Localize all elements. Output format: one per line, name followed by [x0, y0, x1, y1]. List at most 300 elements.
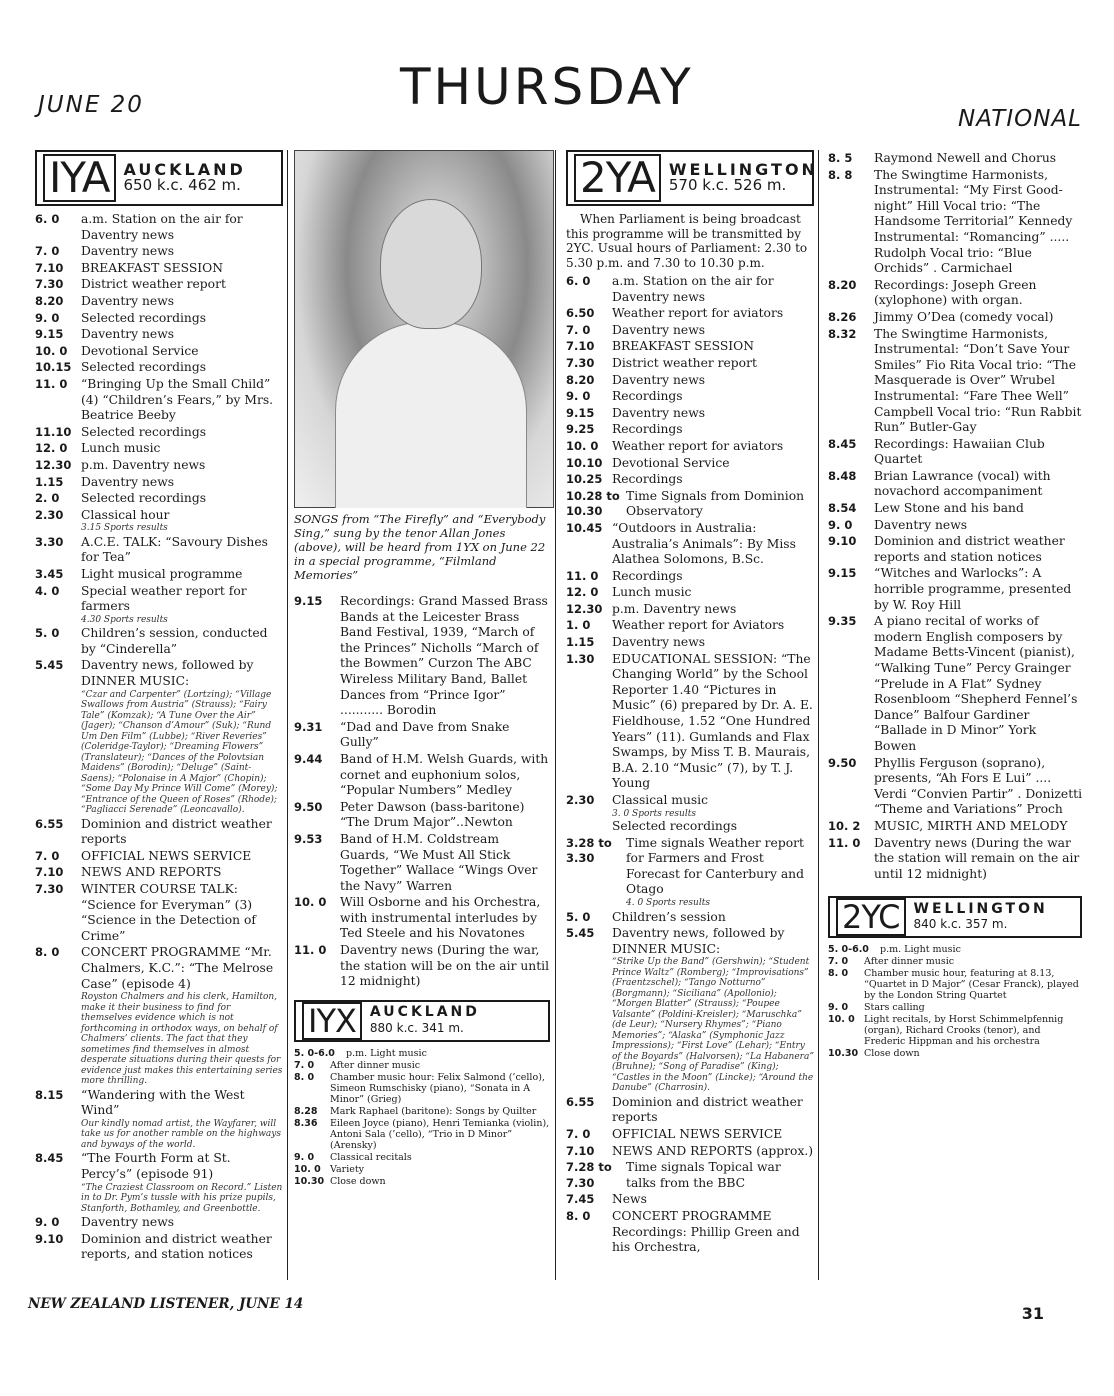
schedule-entry [566, 456, 814, 472]
schedule-entry [566, 926, 814, 1094]
station-frequency: 650 k.c. 462 m. [123, 176, 241, 194]
entry-text [874, 836, 1082, 883]
schedule-entry [566, 1209, 814, 1256]
schedule-entry [294, 895, 550, 942]
entry-time: 3.30 [35, 534, 64, 549]
page-date: JUNE 20 [38, 92, 144, 118]
entry-text [81, 658, 283, 815]
entry-text [612, 373, 814, 389]
schedule-entry [828, 1002, 1082, 1013]
schedule-entry [828, 614, 1082, 754]
station-header-1ya [35, 150, 283, 206]
entry-time: 8. 5 [828, 151, 853, 165]
entry-text [864, 1014, 1082, 1047]
publication-footer: NEW ZEALAND LISTENER, JUNE 14 [28, 1296, 304, 1312]
entry-text [874, 819, 1082, 835]
allan-jones-photo [294, 150, 554, 508]
schedule-entry [828, 310, 1082, 326]
schedule-entry [566, 1160, 814, 1191]
entry-title: Selected recordings [81, 310, 207, 325]
schedule-entry [828, 327, 1082, 436]
schedule-entry [35, 882, 283, 944]
schedule-entry [35, 261, 283, 277]
schedule-entry [566, 1127, 814, 1143]
entry-time: 9.10 [35, 1231, 64, 1246]
entry-title: The Swingtime Harmonists, Instrumental: “Don’t Save Your Smiles” Fio Rita Vocal trio: “The Masquerade is Over” Wrubel Instrumental: “Fare Thee Well” Campbell Vocal trio: “Run Rabbit Run” Butler-Gay [874, 326, 1082, 435]
entry-title: Dominion and district weather reports, and station notices [81, 1231, 272, 1262]
entry-title: WINTER COURSE TALK: “Science for Everyman” (3) “Science in the Detection of Crime” [81, 882, 256, 943]
entry-text [330, 1106, 550, 1117]
schedule-entry [828, 534, 1082, 565]
entry-title: Daventry news [612, 322, 706, 337]
entry-title: Close down [864, 1048, 920, 1060]
entry-title: Selected recordings [81, 424, 207, 439]
entry-title: CONCERT PROGRAMME “Mr. Chalmers, K.C.”: “The Melrose Case” (episode 4) [81, 945, 274, 991]
schedule-entry [35, 425, 283, 441]
entry-time: 7.10 [35, 865, 64, 880]
entry-title: Devotional Service [81, 343, 199, 358]
entry-text [330, 1176, 550, 1187]
entry-time: 9. 0 [828, 1002, 849, 1014]
schedule-entry [566, 339, 814, 355]
entry-text [612, 422, 814, 438]
entry-title: Weather report for Aviators [612, 618, 785, 633]
entry-title: Jimmy O’Dea (comedy vocal) [874, 309, 1054, 324]
entry-time: 12.30 [566, 601, 603, 616]
entry-title: Daventry news, followed by DINNER MUSIC: [81, 658, 254, 689]
entry-title: Light musical programme [81, 566, 243, 581]
schedule-entry [566, 521, 814, 568]
middle-column [294, 150, 550, 1188]
schedule-entry [35, 344, 283, 360]
entry-title: Daventry news [81, 244, 175, 259]
entry-title: Classical hour [81, 507, 170, 522]
entry-time: 7.30 [35, 277, 64, 292]
entry-text [612, 910, 814, 926]
entry-text [612, 602, 814, 618]
station-frequency: 570 k.c. 526 m. [668, 176, 787, 194]
station-frequency: 880 k.c. 341 m. [369, 1020, 464, 1035]
entry-time: 10.28 to 10.30 [566, 488, 620, 519]
entry-time: 8.32 [828, 326, 857, 341]
entry-note: Royston Chalmers and his clerk, Hamilton, make it their business to find for themselves evidence which is not forthcoming in orthodox ways, on behalf of Chalmers’ clients. The fact that they sometimes find themselves in almost desperate situations during their quests for evidence just makes this entertaining series more thrilling. [81, 992, 283, 1087]
schedule-entry [828, 566, 1082, 613]
entry-text [612, 274, 814, 305]
entry-title: OFFICIAL NEWS SERVICE [81, 848, 252, 863]
callsign: 2YC [836, 898, 906, 936]
entry-text [612, 456, 814, 472]
entry-text [874, 518, 1082, 534]
schedule-entry [566, 373, 814, 389]
entry-title: Lunch music [81, 441, 161, 456]
schedule-entry [828, 469, 1082, 500]
schedule-entry [35, 458, 283, 474]
entry-text [330, 1072, 550, 1105]
entry-title: Will Osborne and his Orchestra, with instrumental interludes by Ted Steele and his Novatones [340, 895, 541, 941]
schedule-entry [828, 518, 1082, 534]
entry-time: 9. 0 [294, 1151, 315, 1163]
entry-text [81, 817, 283, 848]
entry-text [81, 294, 283, 310]
entry-text [81, 1151, 283, 1214]
entry-title: Dominion and district weather reports [81, 816, 272, 847]
entry-time: 10. 0 [294, 1163, 321, 1175]
station-header-1yx [294, 1000, 550, 1042]
entry-title: “Bringing Up the Small Child” (4) “Children’s Fears,” by Mrs. Beatrice Beeby [81, 376, 274, 423]
entry-time: 5. 0 [566, 909, 591, 924]
schedule-entry [828, 1048, 1082, 1059]
entry-title: Special weather report for farmers [81, 583, 247, 614]
schedule-entry [35, 945, 283, 1086]
entry-time: 5.45 [566, 926, 595, 941]
schedule-entry [35, 1088, 283, 1151]
entry-text [81, 475, 283, 491]
entry-title: Brian Lawrance (vocal) with novachord accompaniment [874, 468, 1051, 499]
station-header-2yc [828, 896, 1082, 938]
schedule-list-small [294, 1048, 550, 1187]
entry-text [874, 534, 1082, 565]
entry-title: Time Signals from Dominion Observatory [626, 488, 805, 519]
entry-title: District weather report [81, 277, 226, 292]
entry-time: 6.55 [566, 1094, 595, 1109]
entry-text [81, 377, 283, 424]
entry-text [346, 1048, 550, 1059]
station-city: WELLINGTON [668, 160, 818, 180]
entry-title: “Outdoors in Australia: Australia’s Animals”: By Miss Alathea Solomons, B.Sc. [612, 520, 796, 567]
entry-title: NEWS AND REPORTS [81, 865, 222, 880]
entry-text [612, 793, 814, 835]
entry-time: 8. 8 [828, 167, 853, 182]
entry-time: 8.36 [294, 1117, 318, 1129]
entry-text [612, 356, 814, 372]
entry-time: 8.28 [294, 1105, 318, 1117]
entry-text [874, 756, 1082, 818]
schedule-list [828, 151, 1082, 882]
schedule-entry [566, 1192, 814, 1208]
schedule-entry [828, 1014, 1082, 1047]
entry-title: Raymond Newell and Chorus [874, 151, 1057, 165]
entry-time: 9.35 [828, 614, 857, 629]
entry-text [340, 720, 550, 751]
entry-text [612, 521, 814, 568]
entry-title: CONCERT PROGRAMME Recordings: Phillip Green and his Orchestra, [612, 1209, 800, 1255]
entry-time: 10.10 [566, 455, 603, 470]
entry-text [612, 585, 814, 601]
entry-text [81, 584, 283, 626]
entry-title: Recordings [612, 422, 683, 437]
schedule-entry [566, 602, 814, 618]
station-frequency: 840 k.c. 357 m. [913, 917, 1008, 932]
entry-time: 11.10 [35, 424, 72, 439]
schedule-entry [35, 1151, 283, 1214]
entry-title: The Swingtime Harmonists, Instrumental: “My First Good-night” Hill Vocal trio: “The Handsome Territorial” Kennedy Instrumental: “Romancing” ..... Rudolph Vocal trio: “Blue Orchids” . Carmichael [874, 167, 1073, 276]
entry-title: BREAKFAST SESSION [81, 260, 223, 275]
entry-title: Children’s session [612, 909, 726, 924]
schedule-list [294, 594, 550, 990]
entry-title: After dinner music [864, 956, 955, 968]
page-day: THURSDAY [400, 58, 694, 116]
entry-time: 8. 0 [828, 968, 849, 980]
schedule-entry [35, 294, 283, 310]
entry-text [340, 752, 550, 799]
schedule-entry [566, 652, 814, 792]
entry-time: 8.20 [566, 372, 595, 387]
entry-text [340, 800, 550, 831]
entry-text [612, 1127, 814, 1143]
entry-time: 7.28 to 7.30 [566, 1160, 612, 1190]
schedule-entry [35, 244, 283, 260]
entry-text [81, 626, 283, 657]
schedule-entry [294, 1048, 550, 1059]
entry-time: 9. 0 [566, 389, 591, 404]
entry-time: 10.30 [294, 1175, 325, 1187]
schedule-entry [294, 720, 550, 751]
entry-title: After dinner music [330, 1059, 421, 1071]
schedule-entry [35, 1232, 283, 1263]
entry-time: 9.15 [828, 566, 857, 581]
schedule-entry [566, 618, 814, 634]
entry-text [81, 458, 283, 474]
entry-title: Classical recitals [330, 1151, 412, 1163]
entry-text [81, 491, 283, 507]
photo-figure-body [335, 321, 527, 508]
entry-title: Daventry news (During the war the station will remain on the air until 12 midnight) [874, 835, 1080, 881]
entry-note: “Czar and Carpenter” (Lortzing); “Village Swallows from Austria” (Strauss); “Fairy Tale” (Komzak); “A Tune Over the Air” (Jager); “Chanson d’Amour” (Suk); “Rund Um Den Film” (Lubbe); “River Reveries” (Coleridge-Taylor); “Dreaming Flowers” (Translateur); “Dances of the Polovtsian Maidens” (Borodin); “Deluge” (Saint-Saens); “Polonaise in A Major” (Chopin); “Some Day My Prince Will Come” (Morey); “Entrance of the Queen of Roses” (Rhode); “Pagliacci Serenade” (Leoncavallo). [81, 689, 278, 816]
entry-time: 9. 0 [828, 517, 853, 532]
entry-title: Close down [330, 1175, 386, 1187]
entry-title: “The Fourth Form at St. Percy’s” (episode 91) [81, 1151, 231, 1181]
schedule-entry [35, 212, 283, 243]
entry-title: Daventry news [612, 372, 706, 387]
entry-title: Daventry news [874, 517, 968, 532]
entry-time: 9.53 [294, 831, 323, 846]
entry-title: Daventry news [81, 327, 175, 342]
entry-time: 5.45 [35, 658, 64, 673]
entry-title: Mark Raphael (baritone): Songs by Quilter [330, 1105, 537, 1117]
schedule-entry [294, 1118, 550, 1151]
entry-text [874, 501, 1082, 517]
schedule-entry [294, 1060, 550, 1071]
entry-time: 7.45 [566, 1192, 595, 1207]
entry-text [874, 310, 1082, 326]
entry-time: 7. 0 [35, 848, 60, 863]
entry-time: 7. 0 [566, 322, 591, 337]
station-1ya [35, 150, 283, 1264]
schedule-entry [566, 793, 814, 835]
network-label: NATIONAL [958, 106, 1082, 132]
schedule-entry [566, 569, 814, 585]
entry-time: 2. 0 [35, 491, 60, 506]
entry-text [330, 1152, 550, 1163]
entry-time: 1. 0 [566, 618, 591, 633]
entry-text [612, 472, 814, 488]
entry-time: 9.15 [566, 405, 595, 420]
entry-note: 3.15 Sports results [81, 523, 168, 534]
entry-time: 8. 0 [35, 945, 60, 960]
entry-time: 8.45 [35, 1151, 64, 1166]
entry-title: a.m. Station on the air for Daventry news [612, 274, 774, 304]
schedule-entry [566, 1144, 814, 1160]
schedule-entry [566, 910, 814, 926]
entry-title: Lew Stone and his band [874, 501, 1024, 516]
column-rule [818, 150, 819, 1280]
entry-title: Recordings: Grand Massed Brass Bands at the Leicester Brass Band Festival, 1939, “March of the Princes” Nicholls “March of the Bowmen” Curzon The ABC Wireless Military Band, Ballet Dances from “Prince Igor” ........... Borodin [340, 594, 548, 718]
entry-text [612, 1095, 814, 1126]
schedule-entry [35, 584, 283, 626]
schedule-list-small [828, 944, 1082, 1059]
entry-time: 3.45 [35, 566, 64, 581]
schedule-entry [35, 360, 283, 376]
entry-text [874, 278, 1082, 309]
entry-time: 7.10 [566, 339, 595, 354]
callsign: IYX [302, 1002, 362, 1040]
entry-title: Time signals Topical war talks from the BBC [626, 1160, 781, 1190]
entry-title: p.m. Daventry news [612, 601, 737, 616]
schedule-entry [828, 278, 1082, 309]
entry-time: 11. 0 [35, 376, 68, 391]
schedule-entry [35, 865, 283, 881]
schedule-entry [566, 306, 814, 322]
schedule-entry [35, 327, 283, 343]
entry-title: p.m. Light music [346, 1047, 427, 1059]
entry-title: Phyllis Ferguson (soprano), presents, “Ah Fors E Lui” .... Verdi “Convien Partir” . Donizetti “Theme and Variations” Proch [874, 755, 1083, 817]
entry-time: 10. 0 [566, 438, 599, 453]
entry-title: A.C.E. TALK: “Savoury Dishes for Tea” [81, 534, 268, 565]
schedule-entry [294, 1106, 550, 1117]
entry-time: 10.30 [828, 1048, 859, 1060]
entry-text [612, 323, 814, 339]
schedule-entry [828, 944, 1082, 955]
entry-title: “Wandering with the West Wind” [81, 1087, 245, 1118]
schedule-entry [828, 151, 1082, 167]
entry-time: 6. 0 [566, 274, 591, 288]
schedule-list [566, 274, 814, 1256]
entry-note: “Strike Up the Band” (Gershwin); “Student Prince Waltz” (Romberg); “Improvisations” (Fraentzschel); “Tango Notturno” (Borgmann); “Siciliana” (Apollonio); “Morgen Blatter” (Strauss); “Poupee Valsante” (Poldini-Kreisler); “Maruschka” (de Leur); “Nursery Rhymes”; “Piano Memories”; “Alaska” (Symphonic Jazz Impressions); “First Love” (Lehar); “Entry of the Boyards” (Halvorsen); “La Habanera” (Bruhne); “Song of Paradise” (King); “Castles in the Moon” (Lincke); “Around the Danube” (Charrosin). [612, 957, 814, 1094]
entry-text [874, 437, 1082, 468]
callsign: 2YA [574, 154, 661, 202]
schedule-entry [566, 274, 814, 305]
schedule-entry [566, 836, 814, 909]
entry-time: 10.15 [35, 360, 72, 375]
entry-time: 9. 0 [35, 310, 60, 325]
entry-text [81, 344, 283, 360]
entry-text [81, 441, 283, 457]
schedule-entry [828, 968, 1082, 1001]
photo-caption: SONGS from “The Firefly” and “Everybody Sing,” sung by the tenor Allan Jones (above), will be heard from 1YX on June 22 in a special programme, “Filmland Memories” [294, 512, 546, 582]
schedule-entry [294, 1152, 550, 1163]
entry-text [612, 569, 814, 585]
entry-text [612, 389, 814, 405]
right-column [828, 150, 1082, 1060]
entry-time: 7. 0 [828, 956, 849, 968]
entry-time: 8.54 [828, 501, 857, 516]
entry-text [864, 956, 1082, 967]
entry-title: NEWS AND REPORTS (approx.) [612, 1143, 814, 1158]
entry-title: Recordings [612, 472, 683, 487]
entry-time: 9.15 [294, 594, 323, 608]
page-number: 31 [1021, 1304, 1044, 1323]
entry-title: MUSIC, MIRTH AND MELODY [874, 818, 1068, 833]
entry-title: Time signals Weather report for Farmers and Frost Forecast for Canterbury and Otago [626, 835, 804, 897]
entry-text [626, 489, 814, 520]
entry-text [612, 306, 814, 322]
entry-title: BREAKFAST SESSION [612, 339, 754, 354]
entry-title: Band of H.M. Welsh Guards, with cornet and euphonium solos, “Popular Numbers” Medley [340, 751, 549, 798]
entry-text [340, 895, 550, 942]
entry-text [864, 968, 1082, 1001]
entry-title: Weather report for aviators [612, 306, 784, 321]
entry-title: Dominion and district weather reports and station notices [874, 534, 1065, 564]
entry-time: 8.45 [828, 436, 857, 451]
schedule-entry [294, 832, 550, 894]
entry-text [81, 311, 283, 327]
entry-time: 8.15 [35, 1087, 64, 1102]
entry-text [612, 652, 814, 792]
entry-title: Recordings: Hawaiian Club Quartet [874, 436, 1045, 467]
entry-note: 3. 0 Sports results [612, 808, 696, 819]
entry-title: Daventry news [612, 405, 706, 420]
schedule-entry [294, 752, 550, 799]
entry-time: 10.25 [566, 472, 603, 487]
schedule-entry [294, 1072, 550, 1105]
station-city: AUCKLAND [123, 160, 246, 180]
schedule-entry [566, 389, 814, 405]
entry-time: 9.50 [828, 755, 857, 770]
entry-time: 10. 2 [828, 818, 861, 833]
entry-time: 1.15 [35, 474, 64, 489]
schedule-entry [35, 491, 283, 507]
entry-title: Children’s session, conducted by “Cinderella” [81, 626, 268, 656]
entry-title: Stars calling [864, 1002, 925, 1014]
entry-note: “The Craziest Classroom on Record.” Listen in to Dr. Pym’s tussle with his prize pupils, Stanforth, Bothamley, and Greenbottle. [81, 1182, 283, 1214]
entry-time: 12.30 [35, 457, 72, 472]
entry-text [81, 360, 283, 376]
entry-text [874, 566, 1082, 613]
schedule-entry [294, 943, 550, 990]
schedule-entry [566, 356, 814, 372]
schedule-entry [35, 535, 283, 566]
schedule-entry [35, 1215, 283, 1231]
entry-text [880, 944, 1082, 955]
schedule-entry [566, 1095, 814, 1126]
entry-time: 8.20 [35, 293, 64, 308]
entry-time: 1.15 [566, 635, 595, 650]
entry-title: Variety [330, 1163, 365, 1175]
schedule-entry [828, 836, 1082, 883]
schedule-list [35, 212, 283, 1263]
schedule-entry [828, 819, 1082, 835]
entry-time: 6.50 [566, 306, 595, 321]
entry-text [874, 168, 1082, 277]
entry-title: Daventry news [81, 293, 175, 308]
entry-text [864, 1048, 1082, 1059]
entry-title: Peter Dawson (bass-baritone) “The Drum Major”..Newton [340, 799, 525, 830]
entry-text [340, 832, 550, 894]
schedule-entry [828, 501, 1082, 517]
schedule-entry [35, 626, 283, 657]
entry-time: 7.30 [35, 882, 64, 896]
entry-time: 7.30 [566, 355, 595, 370]
schedule-entry [566, 585, 814, 601]
entry-title: Recordings [612, 568, 683, 583]
schedule-entry [566, 472, 814, 488]
entry-title: a.m. Station on the air for Daventry news [81, 212, 243, 242]
schedule-entry [35, 277, 283, 293]
schedule-entry [566, 489, 814, 520]
entry-title: Selected recordings [81, 491, 207, 506]
entry-title: Chamber music hour: Felix Salmond (’cello), Simeon Rumschisky (piano), “Sonata in A Minor” (Grieg) [330, 1071, 545, 1105]
column-rule [555, 150, 556, 1280]
